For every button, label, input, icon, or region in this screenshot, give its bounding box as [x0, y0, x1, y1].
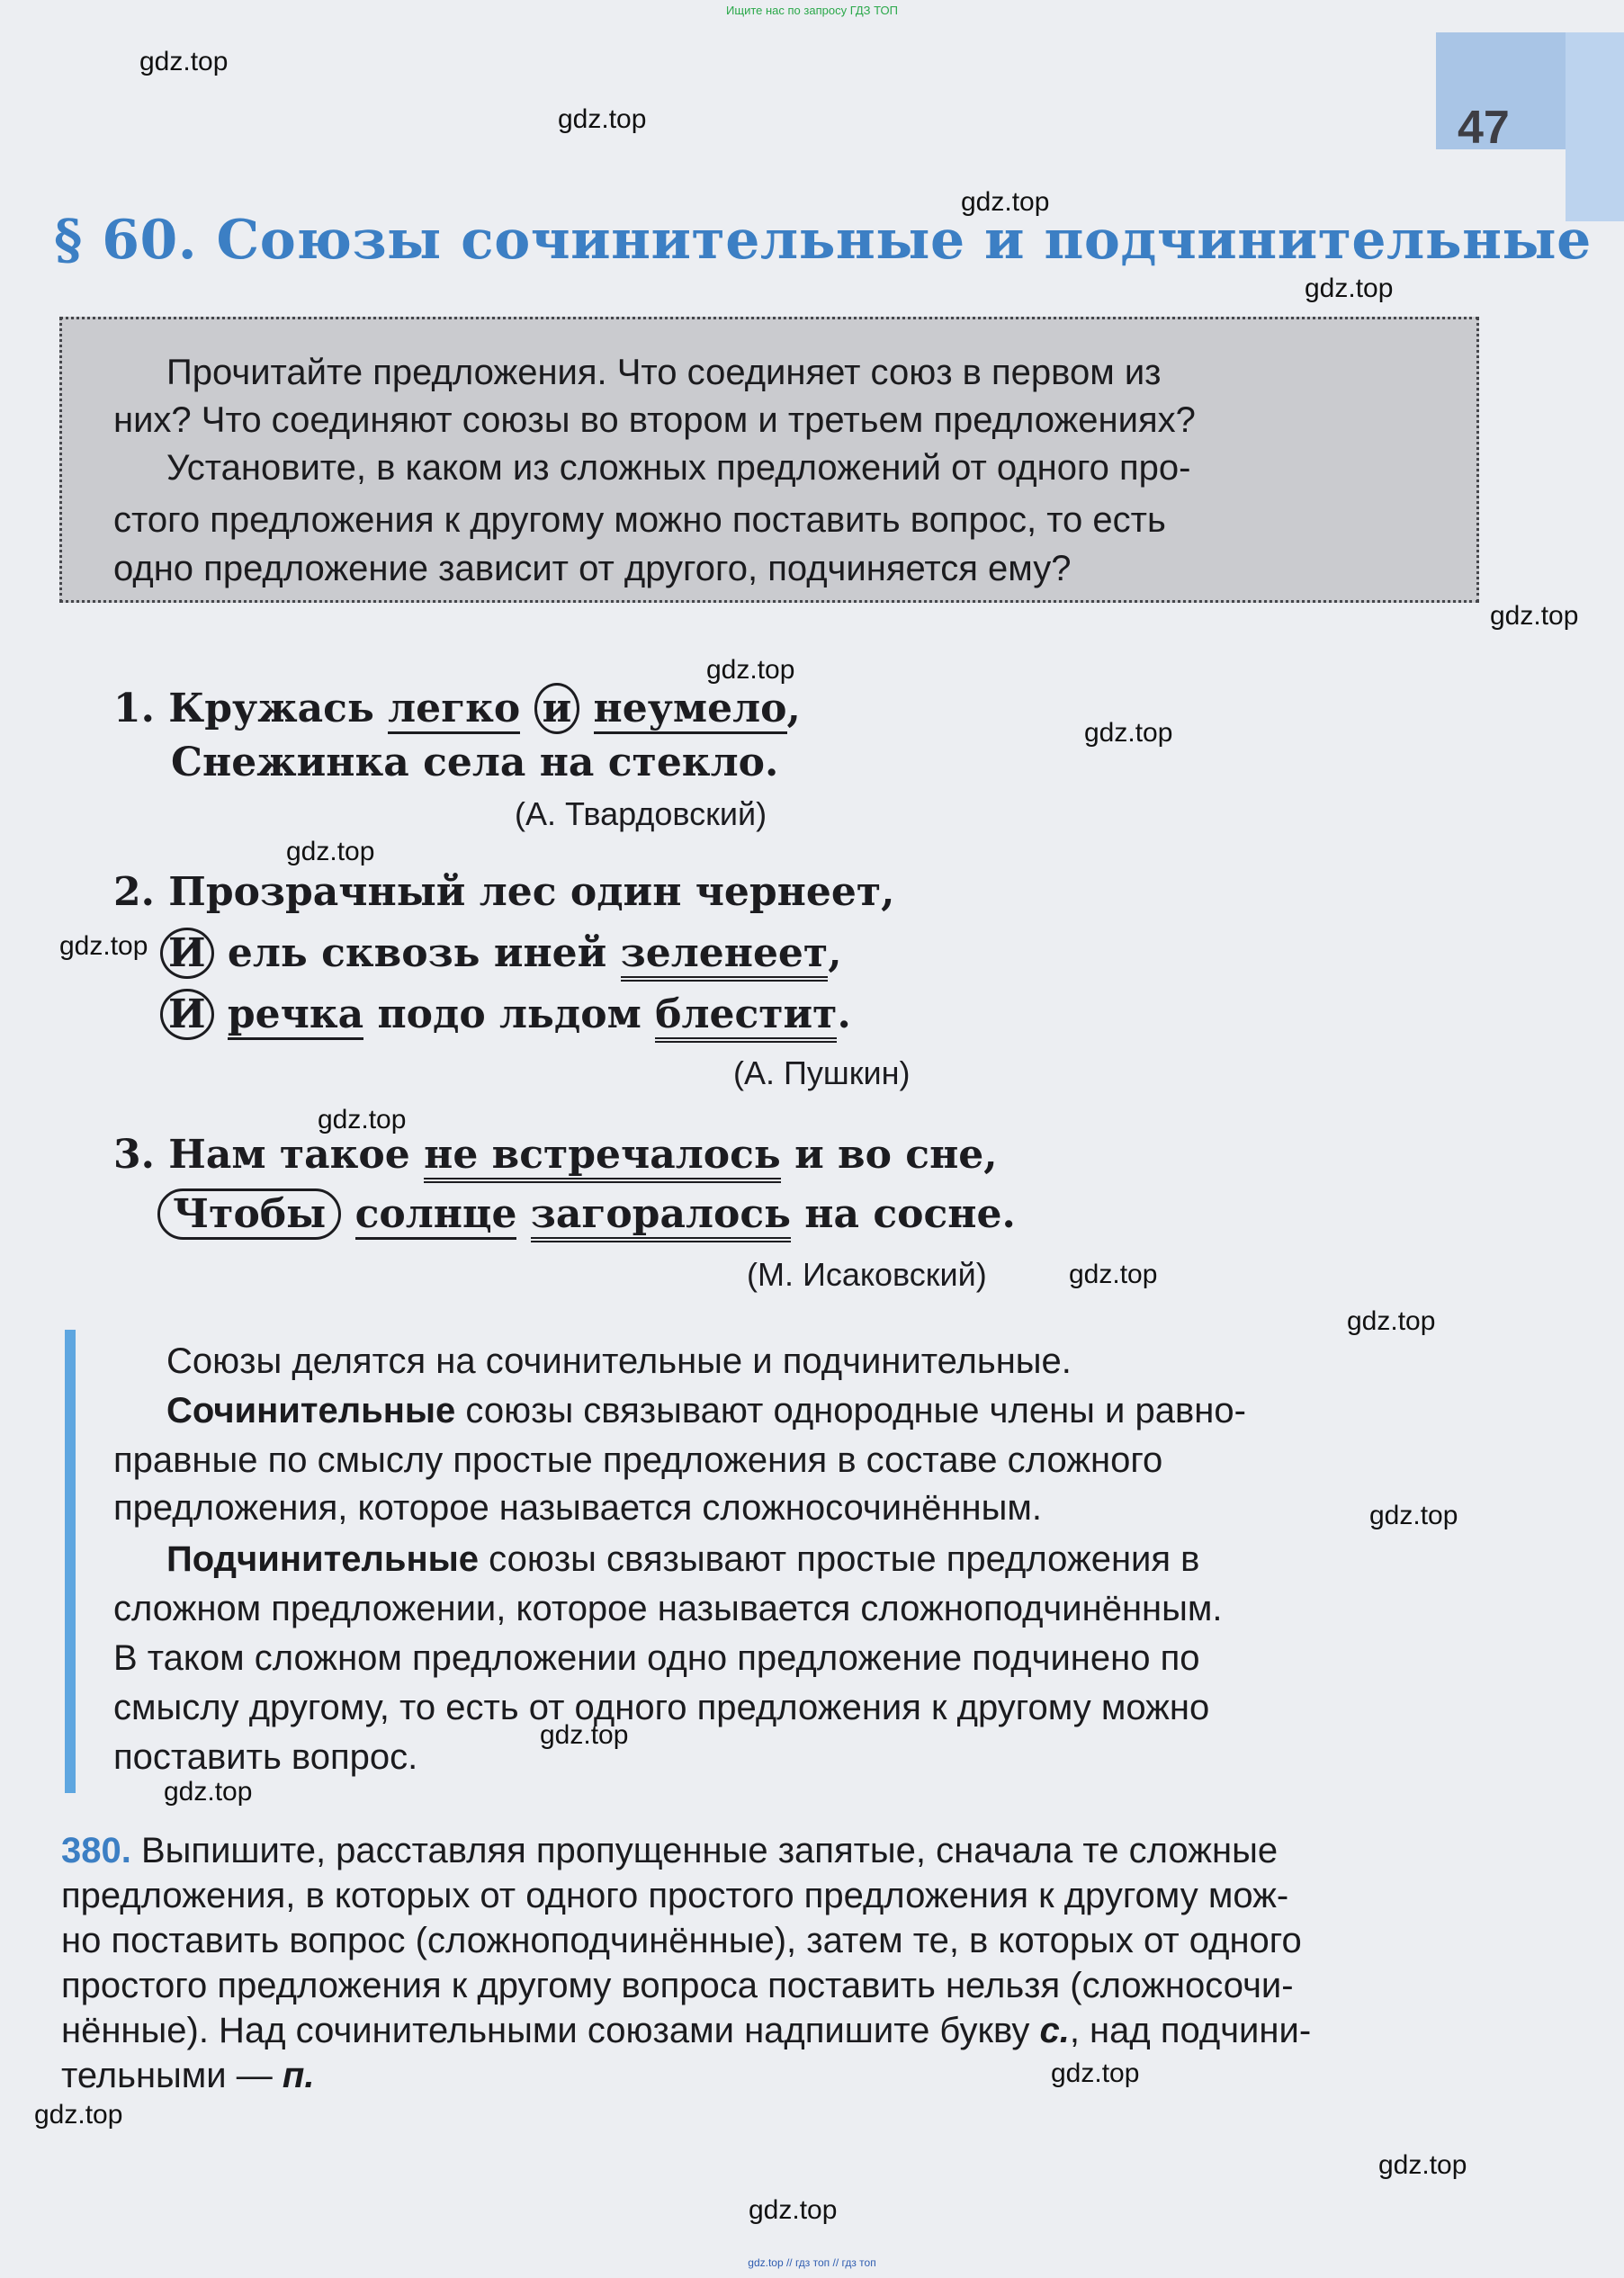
text: союзы связывают простые предложения в [479, 1539, 1200, 1579]
watermark: gdz.top [558, 104, 647, 134]
text: подо льдом [363, 991, 656, 1037]
term-bold: Подчинительные [166, 1539, 480, 1579]
example-1-line-2: Снежинка села на стекло. [171, 740, 779, 785]
text: Выпишите, расставляя пропущенные запятые, сначала те сложные [130, 1831, 1279, 1870]
text [516, 1191, 530, 1237]
task-line: них? Что соединяют союзы во втором и третьем предложениях? [113, 400, 1196, 440]
example-number: 3. [113, 1132, 155, 1178]
watermark: gdz.top [318, 1105, 407, 1135]
letter-s: с. [1039, 2011, 1070, 2050]
underlined-word: неумело [594, 686, 787, 734]
text: , над подчини- [1069, 2011, 1312, 2050]
rule-line [166, 1535, 1199, 1584]
rule-line: смыслу другому, то есть от одного предложения к другому можно [113, 1688, 1210, 1727]
letter-p: п. [282, 2056, 315, 2095]
bottom-note: gdz.top // гдз топ // гдз топ [748, 2256, 876, 2269]
text: союзы связывают однородные члены и равно- [455, 1391, 1246, 1430]
example-2-line-2 [160, 927, 842, 981]
text: Нам такое [168, 1132, 425, 1178]
example-number: 2. [113, 869, 155, 915]
exercise-line [61, 2053, 314, 2098]
watermark: gdz.top [1069, 1260, 1158, 1289]
example-3-line-1 [113, 1128, 998, 1182]
example-3-line-2 [157, 1188, 1016, 1242]
text: Кружась [168, 686, 389, 731]
rule-line: Союзы делятся на сочинительные и подчинительные. [166, 1341, 1072, 1381]
rule-line [166, 1386, 1246, 1436]
double-underlined-word: блестит [655, 991, 837, 1043]
exercise-line [61, 2008, 1311, 2053]
exercise-line: но поставить вопрос (сложноподчинённые), затем те, в которых от одного [61, 1921, 1302, 1960]
underlined-word: легко [388, 686, 520, 734]
section-heading: § 60. Союзы сочинительные и подчинительные [54, 209, 1592, 272]
rule-line: правные по смыслу простые предложения в составе сложного [113, 1440, 1163, 1480]
task-line: одно предложение зависит от другого, подчиняется ему? [113, 549, 1072, 588]
exercise-line: предложения, в которых от одного простого предложения к другому мож- [61, 1876, 1289, 1915]
rule-line: сложном предложении, которое называется сложноподчинённым. [113, 1589, 1223, 1628]
text: Прозрачный лес один чернеет, [168, 869, 895, 915]
text: ель сквозь иней [213, 930, 621, 976]
example-number: 1. [113, 686, 155, 731]
watermark: gdz.top [749, 2195, 838, 2225]
example-author: (М. Исаковский) [747, 1256, 987, 1293]
text: нённые). Над сочинительными союзами надпишите букву [61, 2011, 1040, 2050]
example-2-line-3 [160, 988, 851, 1042]
task-line: стого предложения к другому можно поставить вопрос, то есть [113, 500, 1166, 540]
page-number: 47 [1458, 102, 1510, 154]
task-line: Прочитайте предложения. Что соединяет союз в первом из [166, 353, 1162, 392]
exercise-line: простого предложения к другому вопроса поставить нельзя (сложносочи- [61, 1966, 1294, 2005]
term-bold: Сочинительные [166, 1391, 456, 1430]
double-underlined-word: загоралось [531, 1191, 791, 1242]
watermark: gdz.top [961, 187, 1050, 217]
underlined-word: речка [228, 991, 363, 1040]
circled-conjunction: И [160, 989, 214, 1040]
text: , [786, 686, 801, 731]
task-line: Установите, в каком из сложных предложений от одного про- [166, 448, 1191, 488]
example-author: (А. Пушкин) [733, 1054, 911, 1091]
watermark: gdz.top [164, 1777, 253, 1807]
text: на сосне. [790, 1191, 1016, 1237]
rule-accent-bar [65, 1330, 76, 1793]
top-note: Ищите нас по запросу ГДЗ ТОП [726, 4, 898, 17]
watermark: gdz.top [1305, 274, 1394, 303]
watermark: gdz.top [1369, 1501, 1458, 1530]
watermark: gdz.top [34, 2100, 123, 2130]
circled-conjunction: И [160, 928, 214, 979]
watermark: gdz.top [1084, 718, 1173, 748]
double-underlined-word: зеленеет [621, 930, 829, 982]
rule-line: поставить вопрос. [113, 1737, 418, 1777]
exercise-line [61, 1828, 1278, 1873]
text [579, 686, 593, 731]
text: тельными — [61, 2056, 283, 2095]
text [341, 1191, 354, 1237]
text: и во сне, [780, 1132, 998, 1178]
page-corner-tab-edge [1566, 32, 1624, 221]
text [520, 686, 534, 731]
text: , [828, 930, 842, 976]
example-1-line-1 [113, 682, 801, 736]
watermark: gdz.top [286, 837, 375, 866]
watermark: gdz.top [1378, 2150, 1467, 2180]
watermark: gdz.top [706, 655, 795, 685]
rule-line: предложения, которое называется сложносочинённым. [113, 1488, 1042, 1528]
exercise-number: 380. [61, 1831, 131, 1870]
circled-conjunction: Чтобы [157, 1188, 341, 1240]
text: . [837, 991, 851, 1037]
circled-conjunction: и [534, 683, 580, 734]
text [214, 991, 228, 1037]
double-underlined-word: не встречалось [424, 1132, 781, 1183]
watermark: gdz.top [540, 1720, 629, 1750]
watermark: gdz.top [59, 931, 148, 961]
watermark: gdz.top [1490, 601, 1579, 631]
rule-line: В таком сложном предложении одно предложение подчинено по [113, 1638, 1200, 1678]
underlined-word: солнце [355, 1191, 517, 1240]
watermark: gdz.top [1051, 2058, 1140, 2088]
watermark: gdz.top [1347, 1306, 1436, 1336]
watermark: gdz.top [139, 47, 229, 76]
example-2-line-1 [113, 865, 894, 919]
example-author: (А. Твардовский) [515, 795, 767, 832]
